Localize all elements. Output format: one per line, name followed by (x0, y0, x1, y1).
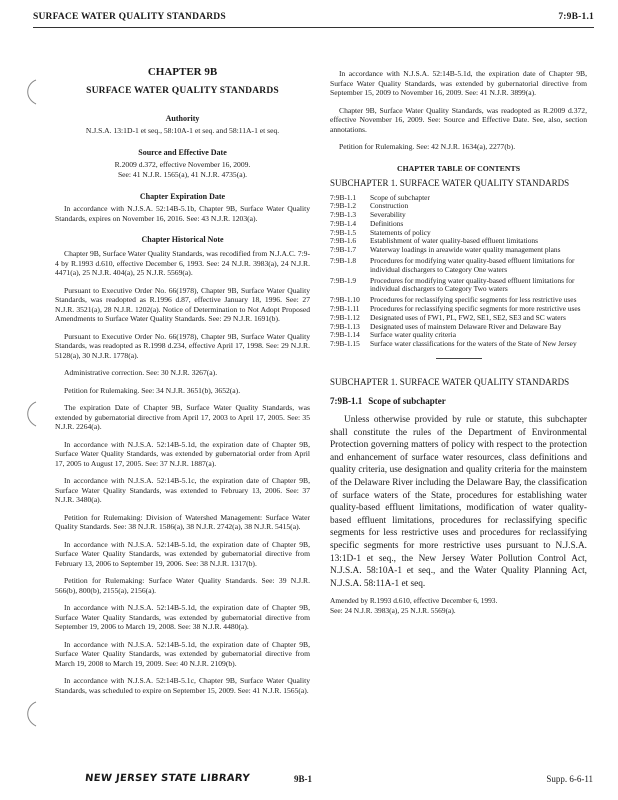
rule-number: 7:9B-1.1 (330, 396, 363, 407)
history-note: Administrative correction. See: 30 N.J.R. 3267(a). (64, 368, 218, 377)
rule-title: Scope of subchapter (368, 396, 446, 407)
amendment-note: See: 24 N.J.R. 3983(a), 25 N.J.R. 5569(a). (330, 605, 456, 615)
toc-entry-title: Surface water classifications for the waters of the State of New Jersey (370, 339, 577, 349)
history-note: Petition for Rulemaking: Division of Watershed Management: Surface Water Quality Standards. See: 38 N.J.R. 1586(a), 38 N.J.R. 2742(a), 38 N.J.R. 5415(a). (55, 512, 310, 531)
toc-entry-number: 7:9B-1.8 (330, 256, 357, 266)
toc-entry[interactable] (330, 220, 587, 229)
toc-entry-number: 7:9B-1.7 (330, 245, 357, 255)
toc-entry-number: 7:9B-1.2 (330, 201, 357, 211)
source-heading: Source and Effective Date (138, 148, 227, 157)
toc-entry-number: 7:9B-1.12 (330, 312, 360, 322)
toc-entry-title: Procedures for modifying water quality-based effluent limitations for individual dischargers to Category Two waters (370, 275, 575, 294)
toc-entry-title: Designated uses of FW1, PL, FW2, SE1, SE2, SE3 and SC waters (370, 312, 566, 322)
supplement-date: Supp. 6-6-11 (546, 774, 593, 784)
left-column (55, 66, 310, 703)
toc-heading: CHAPTER TABLE OF CONTENTS (396, 163, 521, 173)
source-line: R.2009 d.372, effective November 16, 2009. (114, 160, 251, 169)
toc-entry-number: 7:9B-1.3 (330, 210, 357, 220)
toc-entry-number: 7:9B-1.1 (330, 192, 357, 202)
section-divider (436, 358, 482, 359)
amendment-note: Amended by R.1993 d.610, effective December 6, 1993. (330, 596, 498, 606)
toc-entry-number: 7:9B-1.14 (330, 330, 360, 340)
toc-entry[interactable] (330, 277, 587, 297)
rule-heading (330, 396, 587, 406)
toc-entry-title: Definitions (370, 218, 404, 228)
toc-entry[interactable] (330, 202, 587, 211)
table-of-contents (330, 194, 587, 350)
history-note: Chapter 9B, Surface Water Quality Standards, was readopted as R.2009 d.372, effective November 16, 2009. See: Source and Effective Date. See, also, section annotations. (330, 105, 587, 134)
header-rule (33, 27, 594, 28)
expiration-text: In accordance with N.J.S.A. 52:14B-5.1b, Chapter 9B, Surface Water Quality Standards, expires on November 16, 2016. See: 43 N.J.R. 1203(a). (55, 204, 310, 223)
toc-entry-number: 7:9B-1.5 (330, 227, 357, 237)
expiration-heading: Chapter Expiration Date (139, 192, 226, 201)
toc-entry-title: Procedures for reclassifying specific segments for more restrictive uses (370, 304, 581, 314)
history-note: In accordance with N.J.S.A. 52:14B-5.1c, Chapter 9B, Surface Water Quality Standards, was scheduled to expire on September 15, 2009. See: 41 N.J.R. 1565(a). (55, 676, 310, 695)
history-note: The expiration Date of Chapter 9B, Surface Water Quality Standards, was extended by gubernatorial directive from April 17, 2003 to April 17, 2005. See: 35 N.J.R. 2264(a). (55, 403, 310, 431)
toc-entry-title: Waterway loadings in areawide water quality management plans (370, 245, 561, 255)
toc-entry[interactable] (330, 340, 587, 349)
library-stamp: NEW JERSEY STATE LIBRARY (84, 773, 251, 784)
history-note: In accordance with N.J.S.A. 52:14B-5.1d, the expiration date of Chapter 9B, Surface Water Quality Standards, was extended by gubernatorial order from April 17, 2005 to August 17, 2005. See: 37 N.J.R. 1887(a). (55, 439, 310, 468)
punch-hole-mark (22, 400, 44, 428)
rule-body: Unless otherwise provided by rule or statute, this subchapter shall constitute the rules of the Department of Environmental Protection governing matters of policy with respect to the protection and enhancement of surface water resources, class definitions and quality criteria, use designation and quality criteria for the mainstem of the Delaware River including the Delaware Bay, the classification of surface waters of the State, procedures for establishing water quality-based effluent limitations, modification of water quality-based effluent limitations, procedures for reclassifying specific segments for less restrictive uses and procedures for reclassifying specific segments for more restrictive uses pursuant to N.J.S.A. 13:1D-1 et seq., the New Jersey Water Pollution Control Act, N.J.S.A. 58:10A-1 et seq., and the Water Quality Planning Act, N.J.S.A. 58:11A-1 et seq. (330, 415, 587, 589)
toc-entry-title: Procedures for modifying water quality-based effluent limitations for individual dischargers to Category One waters (370, 256, 575, 274)
toc-entry-title: Establishment of water quality-based effluent limitations (370, 236, 538, 246)
toc-entry-title: Statements of policy (370, 227, 431, 237)
running-header (33, 12, 594, 26)
toc-entry-number: 7:9B-1.6 (330, 236, 357, 246)
punch-hole-mark (22, 78, 44, 106)
toc-entry-number: 7:9B-1.9 (330, 275, 357, 285)
history-note: Pursuant to Executive Order No. 66(1978), Chapter 9B, Surface Water Quality Standards, was readopted as R.1996 d.87, effective January 18, 1996. See: 27 N.J.R. 3521(a), 28 N.J.R. 1202(a). Notice of Determination to Not Adopt Proposed Amendments to Surface Water Quality Standards. See: 29 N.J.R. 1691(b). (55, 285, 310, 323)
authority-text: N.J.S.A. 13:1D-1 et seq., 58:10A-1 et seq. and 58:11A-1 et seq. (85, 126, 280, 135)
history-note: In accordance with N.J.S.A. 52:14B-5.1c, the expiration date of Chapter 9B, Surface Water Quality Standards, was extended to February 13, 2006. See: 37 N.J.R. 3480(a). (55, 476, 310, 504)
toc-entry-title: Construction (370, 201, 409, 211)
history-note: Petition for Rulemaking: Surface Water Quality Standards. See: 39 N.J.R. 566(b), 800(b), 2155(a), 2156(a). (55, 576, 310, 595)
toc-subchapter-title: SUBCHAPTER 1. SURFACE WATER QUALITY STANDARDS (330, 177, 570, 188)
right-column (330, 69, 587, 615)
source-line: See: 41 N.J.R. 1565(a), 41 N.J.R. 4735(a). (117, 170, 248, 179)
authority-heading: Authority (165, 114, 200, 123)
toc-entry-title: Designated uses of mainstem Delaware River and Delaware Bay (370, 321, 562, 331)
toc-entry[interactable] (330, 257, 587, 277)
history-note: In accordance with N.J.S.A. 52:14B-5.1d, the expiration date of Chapter 9B, Surface Water Quality Standards, was extended by gubernatorial directive from September 19, 2006 to March 19, 2008. See: 38 N.J.R. 4480(a). (55, 603, 310, 631)
toc-entry-number: 7:9B-1.15 (330, 339, 360, 349)
toc-entry-title: Severability (370, 210, 406, 220)
page-footer (0, 773, 618, 789)
toc-entry-title: Surface water quality criteria (370, 330, 456, 340)
history-note: In accordance with N.J.S.A. 52:14B-5.1d, the expiration date of Chapter 9B, Surface Water Quality Standards, was extended by gubernatorial directive from February 13, 2006 to September 19, 2006. See: 38 N.J.R. 1317(b). (55, 539, 310, 568)
toc-entry[interactable] (330, 323, 587, 332)
history-note: Petition for Rulemaking. See: 34 N.J.R. 3651(b), 3652(a). (64, 385, 241, 395)
history-note: In accordance with N.J.S.A. 52:14B-5.1d, the expiration date of Chapter 9B, Surface Water Quality Standards, was extended by gubernatorial directive from March 19, 2008 to March 19, 2009. See: 40 N.J.R. 2109(b). (55, 639, 310, 668)
subchapter-heading: SUBCHAPTER 1. SURFACE WATER QUALITY STANDARDS (330, 377, 570, 388)
history-note: In accordance with N.J.S.A. 52:14B-5.1d, the expiration date of Chapter 9B, Surface Water Quality Standards, was extended by gubernatorial directive from September 15, 2009 to November 16, 2009. See: 41 N.J.R. 3899(a). (330, 69, 587, 97)
toc-entry-number: 7:9B-1.13 (330, 321, 360, 331)
toc-entry-number: 7:9B-1.4 (330, 218, 357, 228)
toc-entry[interactable] (330, 194, 587, 203)
chapter-number: CHAPTER 9B (147, 66, 218, 78)
toc-entry-title: Scope of subchapter (370, 192, 430, 202)
history-note: Chapter 9B, Surface Water Quality Standards, was recodified from N.J.A.C. 7:9-4 by R.1993 d.610, effective December 6, 1993. See: 24 N.J.R. 3983(a), 24 N.J.R. 4471(a), 25 N.J.R. 404(a), 25 N.J.R. 5569(a). (55, 249, 310, 277)
toc-entry-number: 7:9B-1.11 (330, 304, 360, 314)
toc-entry-number: 7:9B-1.10 (330, 295, 360, 305)
toc-entry[interactable] (330, 211, 587, 220)
header-title: SURFACE WATER QUALITY STANDARDS (33, 12, 226, 22)
header-section-number: 7:9B-1.1 (558, 12, 594, 22)
punch-hole-mark (22, 700, 44, 728)
page-number: 9B-1 (294, 774, 312, 784)
history-note: Petition for Rulemaking. See: 42 N.J.R. 1634(a), 2277(b). (339, 142, 516, 151)
history-heading: Chapter Historical Note (141, 235, 224, 244)
toc-entry-title: Procedures for reclassifying specific segments for less restrictive uses (370, 295, 577, 305)
chapter-title: SURFACE WATER QUALITY STANDARDS (86, 86, 279, 96)
history-note: Pursuant to Executive Order No. 66(1978), Chapter 9B, Surface Water Quality Standards, was readopted as R.1998 d.234, effective April 17, 1998. See: 29 N.J.R. 5128(a), 30 N.J.R. 1778(a). (55, 331, 310, 360)
